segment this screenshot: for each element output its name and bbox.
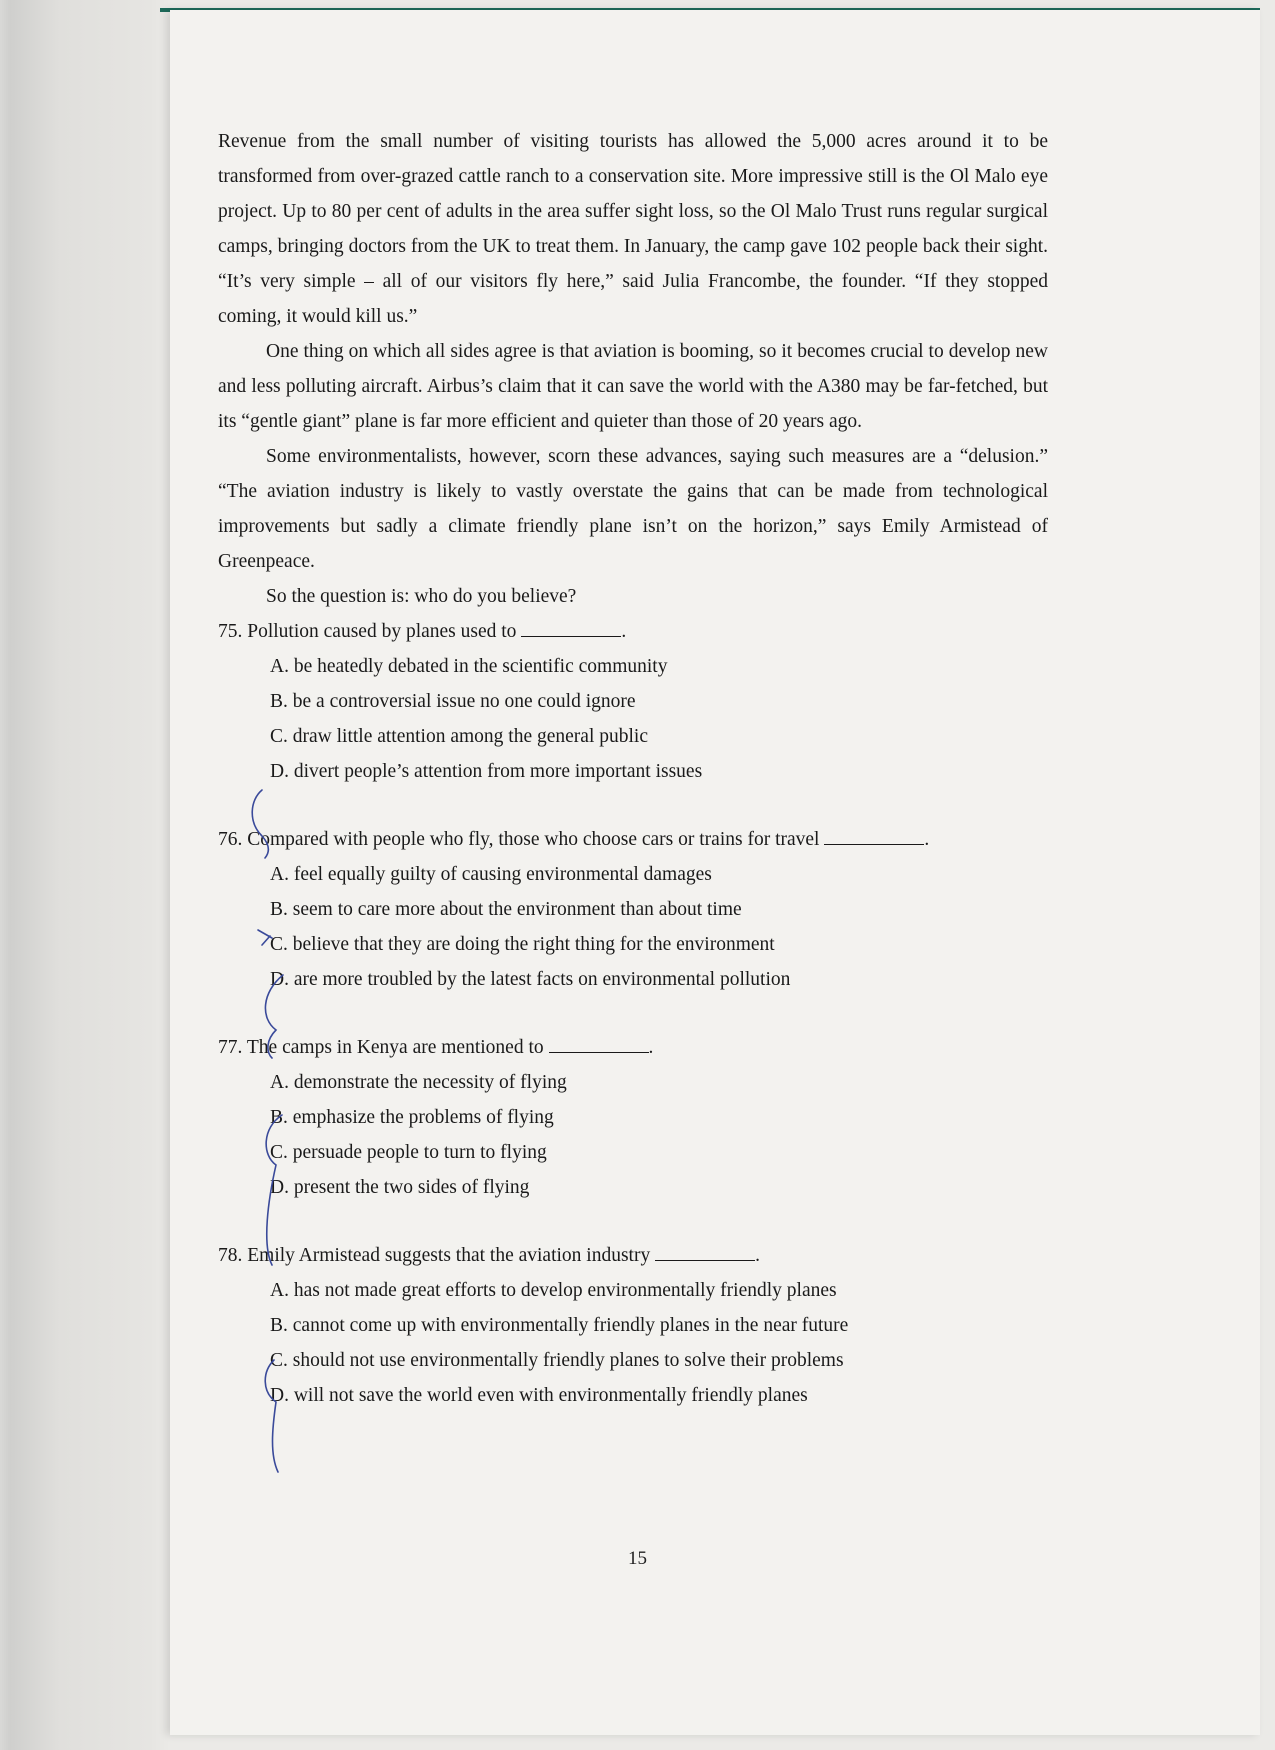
option-b[interactable]: B. emphasize the problems of flying: [270, 1107, 554, 1128]
option-d[interactable]: D. divert people’s attention from more important issues: [270, 761, 703, 782]
question-77: [218, 1030, 1048, 1205]
question-stem: [218, 614, 1048, 649]
option-d[interactable]: D. are more troubled by the latest facts on environmental pollution: [270, 969, 791, 990]
option-b[interactable]: B. seem to care more about the environment than about time: [270, 899, 742, 920]
question-stem-text: 76. Compared with people who fly, those who choose cars or trains for travel: [218, 829, 820, 850]
passage-paragraph-4: So the question is: who do you believe?: [266, 586, 577, 607]
option-a[interactable]: A. has not made great efforts to develop environmentally friendly planes: [270, 1280, 837, 1301]
option-a[interactable]: A. demonstrate the necessity of flying: [270, 1072, 567, 1093]
question-stem-end: .: [924, 829, 930, 850]
question-stem: [218, 822, 1048, 857]
answer-blank[interactable]: [521, 616, 621, 637]
passage-paragraph-1: Revenue from the small number of visiting tourists has allowed the 5,000 acres around it to be transformed from over-grazed cattle ranch to a conservation site. More impressive still is the Ol Malo eye project. Up to 80 per cent of adults in the area suffer sight loss, so the Ol Malo Trust runs regular surgical camps, bringing doctors from the UK to treat them. In January, the camp gave 102 people back their sight. “It’s very simple – all of our visitors fly here,” said Julia Francombe, the founder. “If they stopped coming, it would kill us.”: [218, 131, 1048, 327]
option-list: [218, 857, 1048, 997]
option-c[interactable]: C. believe that they are doing the right thing for the environment: [270, 934, 775, 955]
option-c[interactable]: C. persuade people to turn to flying: [270, 1142, 547, 1163]
passage-paragraph-2: One thing on which all sides agree is that aviation is booming, so it becomes crucial to develop new and less polluting aircraft. Airbus’s claim that it can save the world with the A380 may be far-fetched, but its “gentle giant” plane is far more efficient and quieter than those of 20 years ago.: [218, 341, 1048, 432]
page-number: 15: [628, 1548, 647, 1569]
question-stem-end: .: [621, 621, 627, 642]
question-stem-end: .: [648, 1037, 654, 1058]
page-content: [218, 124, 1048, 1413]
option-list: [218, 1273, 1048, 1413]
option-c[interactable]: C. draw little attention among the general public: [270, 726, 648, 747]
option-b[interactable]: B. cannot come up with environmentally friendly planes in the near future: [270, 1315, 849, 1336]
option-d[interactable]: D. present the two sides of flying: [270, 1177, 530, 1198]
answer-blank[interactable]: [655, 1240, 755, 1261]
option-a[interactable]: A. be heatedly debated in the scientific community: [270, 656, 668, 677]
question-stem: [218, 1030, 1048, 1065]
question-stem-text: 78. Emily Armistead suggests that the aviation industry: [218, 1245, 651, 1266]
question-stem-text: 75. Pollution caused by planes used to: [218, 621, 517, 642]
answer-blank[interactable]: [824, 824, 924, 845]
question-75: [218, 614, 1048, 789]
spacer: [218, 997, 1048, 1030]
spacer: [218, 1205, 1048, 1238]
option-a[interactable]: A. feel equally guilty of causing environmental damages: [270, 864, 712, 885]
answer-blank[interactable]: [549, 1032, 649, 1053]
option-list: [218, 1065, 1048, 1205]
option-d[interactable]: D. will not save the world even with environmentally friendly planes: [270, 1385, 808, 1406]
option-list: [218, 649, 1048, 789]
option-b[interactable]: B. be a controversial issue no one could ignore: [270, 691, 636, 712]
question-78: [218, 1238, 1048, 1413]
question-stem-end: .: [755, 1245, 760, 1266]
option-c[interactable]: C. should not use environmentally friendly planes to solve their problems: [270, 1350, 844, 1371]
question-stem: [218, 1238, 1048, 1273]
passage-paragraph-3: Some environmentalists, however, scorn these advances, saying such measures are a “delusion.” “The aviation industry is likely to vastly overstate the gains that can be made from technological improvements but sadly a climate friendly plane isn’t on the horizon,” says Emily Armistead of Greenpeace.: [218, 446, 1048, 572]
spacer: [218, 789, 1048, 822]
question-76: [218, 822, 1048, 997]
question-stem-text: 77. The camps in Kenya are mentioned to: [218, 1037, 544, 1058]
